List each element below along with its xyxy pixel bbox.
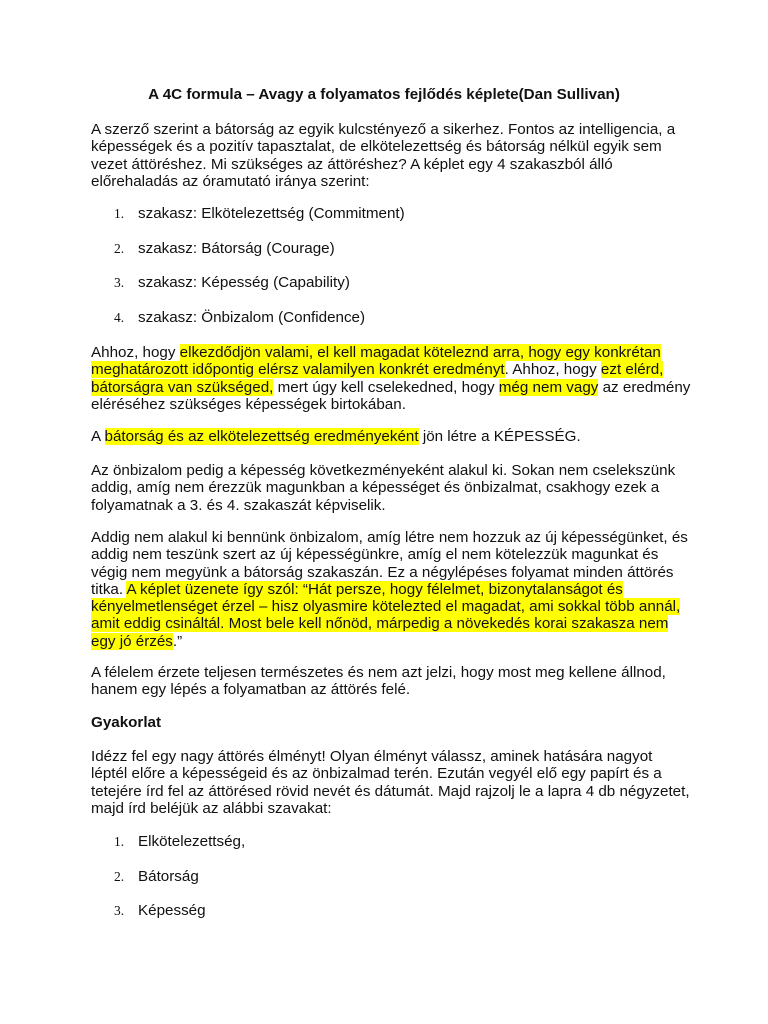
list-number: 3.: [114, 903, 125, 918]
word-item: [114, 868, 674, 885]
text-run: Addig nem alakul ki bennünk önbizalom, amíg létre nem hozzuk az új képességünket, és addig nem teszünk szert az új képességünkre, amíg el nem kötelezzük magunkat és végig nem megyünk a bátorság szakaszán. Ez a négylépéses folyamat minden áttörés titka.: [91, 529, 688, 598]
list-number: 1.: [114, 834, 125, 849]
highlighted-text: elkezdődjön valami, el kell magadat köteleznd arra, hogy egy konkrétan meghatározott időpontig elérsz valamilyen konkrét eredményt: [91, 344, 661, 379]
word-item: [114, 902, 674, 919]
highlighted-text: még nem vagy: [498, 378, 599, 396]
text-run: .”: [172, 632, 183, 650]
exercise-paragraph: Idézz fel egy nagy áttörés élményt! Olyan élményt válassz, aminek hatására nagyot léptél előre a képességeid és az önbizalmad terén. Ezután vegyél elő egy papírt és a tetejére írd fel az áttörésed rövid nevét és dátumát. Majd rajzolj le a lapra 4 db négyzetet, majd írd beléjük az alábbi szavakat:: [91, 748, 690, 817]
list-number: 2.: [114, 869, 125, 884]
list-text: szakasz: Önbizalom (Confidence): [138, 309, 366, 326]
text-run: A: [91, 428, 105, 445]
capability-paragraph: [91, 428, 691, 445]
breakthrough-paragraph: [91, 529, 691, 650]
list-text: Elkötelezettség,: [138, 833, 246, 850]
list-number: 2.: [114, 241, 125, 256]
highlighted-text: bátorság és az elkötelezettség eredményeként: [104, 428, 419, 445]
stage-item: [114, 240, 674, 257]
text-run: mert úgy kell cselekedned, hogy: [273, 378, 499, 396]
stage-item: [114, 205, 674, 222]
list-number: 1.: [114, 206, 125, 221]
list-text: Képesség: [138, 902, 206, 919]
list-text: szakasz: Bátorság (Courage): [138, 240, 335, 257]
highlighted-text: ezt elérd, bátorságra van szükséged,: [91, 361, 664, 396]
text-run: Ahhoz, hogy: [91, 344, 180, 361]
list-number: 3.: [114, 275, 125, 290]
document-title: A 4C formula – Avagy a folyamatos fejlődés képlete(Dan Sullivan): [148, 86, 620, 103]
stage-item: [114, 274, 674, 291]
list-number: 4.: [114, 310, 125, 325]
commitment-paragraph: [91, 344, 691, 413]
list-text: Bátorság: [138, 868, 199, 885]
list-text: szakasz: Képesség (Capability): [138, 274, 350, 291]
text-run: az eredmény eléréséhez szükséges képességek birtokában.: [91, 378, 691, 413]
intro-paragraph: A szerző szerint a bátorság az egyik kulcstényező a sikerhez. Fontos az intelligencia, a képességek és a pozitív tapasztalat, de elkötelezettség és bátorság nélkül egyik sem vezet áttöréshez. Mi szükséges az áttöréshez? A képlet egy 4 szakaszból álló előrehaladás az óramutató iránya szerint:: [91, 121, 676, 190]
highlighted-text: A képlet üzenete így szól: “Hát persze, hogy félelmet, bizonytalanságot és kényelmetlenséget érzel – hisz olyasmire kötelezted el magadat, ami sokkal több annál, amit eddig csináltál. Most bele kell nőnöd, márpedig a növekedés korai szakasza nem egy jó érzés: [91, 580, 681, 650]
section-heading: Gyakorlat: [91, 714, 162, 731]
text-run: jön létre a KÉPESSÉG.: [418, 428, 581, 445]
word-item: [114, 833, 674, 850]
text-run: . Ahhoz, hogy: [504, 361, 601, 379]
stage-item: [114, 309, 674, 326]
confidence-paragraph: Az önbizalom pedig a képesség következményeként alakul ki. Sokan nem cselekszünk addig, amíg nem érezzük magunkban a képességet és önbizalmat, csakhogy ezek a folyamatnak a 3. és 4. szakaszát képviselik.: [91, 462, 676, 514]
fear-paragraph: A félelem érzete teljesen természetes és nem azt jelzi, hogy most meg kellene állnod, hanem egy lépés a folyamatban az áttörés felé.: [91, 664, 666, 699]
list-text: szakasz: Elkötelezettség (Commitment): [138, 205, 405, 222]
